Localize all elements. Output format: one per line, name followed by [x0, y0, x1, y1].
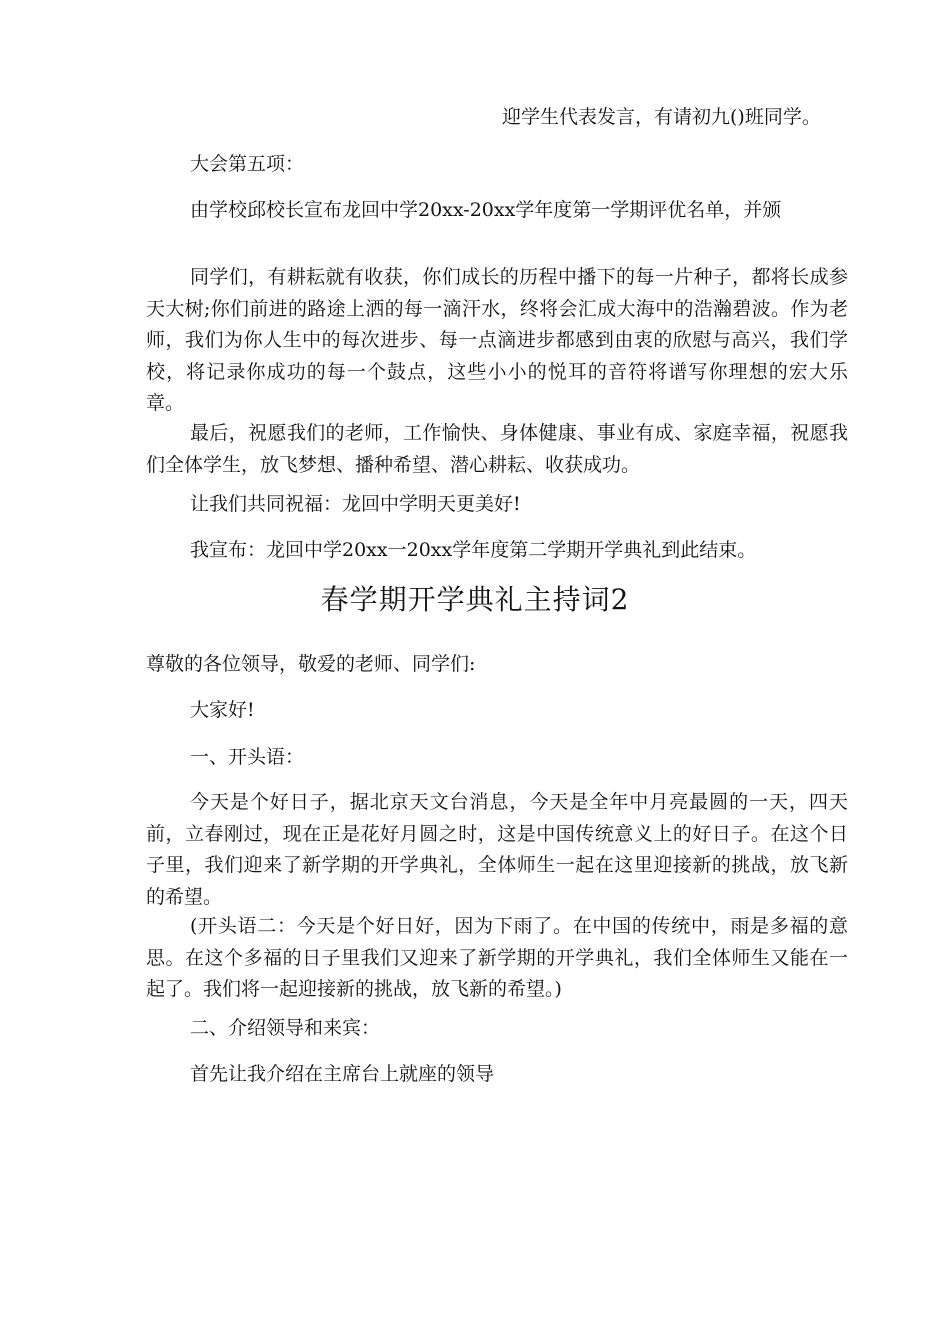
- opening-alt-paragraph: (开头语二：今天是个好日好，因为下雨了。在中国的传统中，雨是多福的意思。在这个多福的日子里我们又迎来了新学期的开学典礼，我们全体师生又能在一起了。我们将一起迎接新的挑战，放飞新的希望。): [146, 915, 848, 1000]
- harvest-paragraph: 同学们，有耕耘就有收获，你们成长的历程中播下的每一片种子，都将长成参天大树;你们前进的路途上洒的每一滴汗水，终将会汇成大海中的浩瀚碧波。作为老师，我们为你人生中的每次进步、每一点滴进步都感到由衷的欣慰与高兴，我们学校，将记录你成功的每一个鼓点，这些小小的悦耳的音符将谱写你理想的宏大乐章。: [146, 266, 848, 414]
- intro-line: 首先让我介绍在主席台上就座的领导: [190, 1063, 495, 1085]
- item5-heading: 大会第五项：: [190, 153, 305, 175]
- greeting-line: 尊敬的各位领导，敬爱的老师、同学们:: [146, 653, 476, 675]
- student-rep-line: 迎学生代表发言，有请初九()班同学。: [502, 106, 821, 128]
- bless-line: 让我们共同祝福：龙回中学明天更美好!: [190, 493, 521, 515]
- wishes-paragraph: 最后，祝愿我们的老师，工作愉快、身体健康、事业有成、家庭幸福，祝愿我们全体学生，放飞梦想、播种希望、潜心耕耘、收获成功。: [146, 422, 848, 476]
- hello-line: 大家好!: [190, 699, 255, 721]
- intro-heading: 二、介绍领导和来宾：: [190, 1017, 381, 1039]
- item5-text: 由学校邱校长宣布龙回中学20xx-20xx学年度第一学期评优名单，并颁: [190, 199, 782, 221]
- opening-heading: 一、开头语：: [190, 746, 305, 768]
- opening-paragraph: 今天是个好日子，据北京天文台消息，今天是全年中月亮最圆的一天，四天前，立春刚过，现在正是花好月圆之时，这是中国传统意义上的好日子。在这个日子里，我们迎来了新学期的开学典礼，全体师生一起在这里迎接新的挑战，放飞新的希望。: [146, 791, 848, 908]
- section-title: 春学期开学典礼主持词2: [320, 583, 630, 616]
- closing-line: 我宣布：龙回中学20xx一20xx学年度第二学期开学典礼到此结束。: [190, 539, 757, 561]
